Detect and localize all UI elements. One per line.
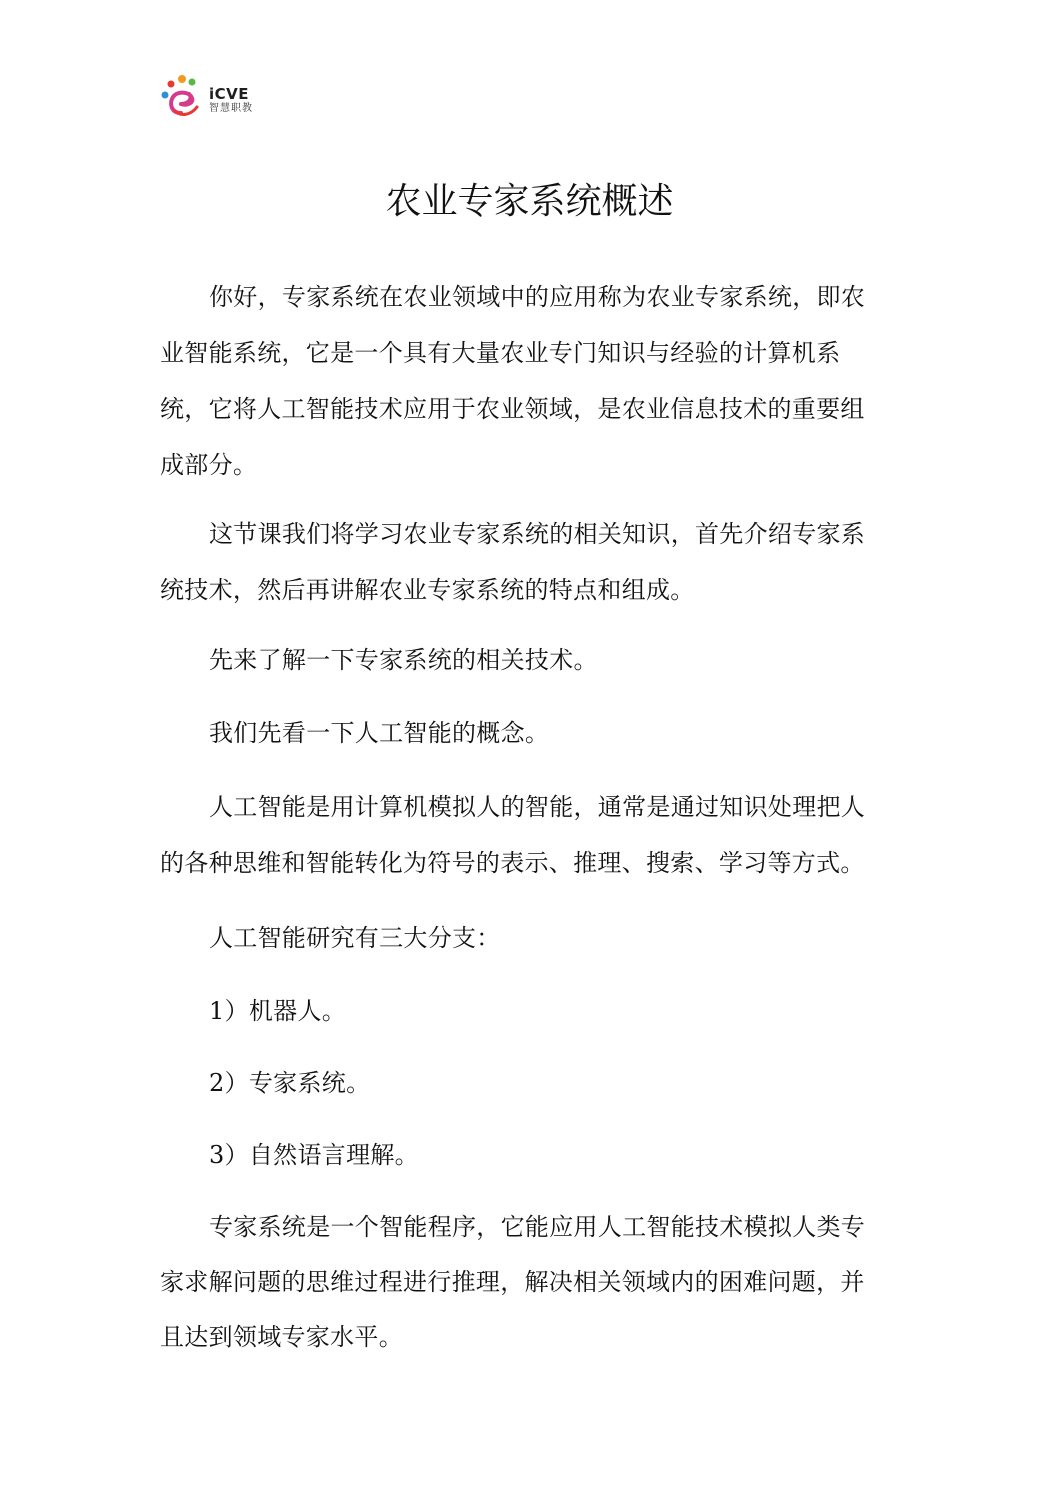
list-item-robots: 1）机器人。 (209, 997, 347, 1025)
paragraph-ai-definition: 人工智能是用计算机模拟人的智能，通常是通过知识处理把人的各种思维和智能转化为符号的表示、推理、搜索、学习等方式。 (160, 793, 866, 877)
logo-brand-cn: 智慧职教 (209, 103, 253, 114)
paragraph-lesson-plan: 这节课我们将学习农业专家系统的相关知识，首先介绍专家系统技术，然后再讲解农业专家系统的特点和组成。 (160, 520, 866, 604)
document-title: 农业专家系统概述 (385, 181, 674, 222)
list-item-expert-systems: 2）专家系统。 (209, 1069, 371, 1097)
icve-logo-icon (159, 73, 211, 119)
paragraph-intro: 你好，专家系统在农业领域中的应用称为农业专家系统，即农业智能系统，它是一个具有大量农业专门知识与经验的计算机系统，它将人工智能技术应用于农业领域，是农业信息技术的重要组成部分。 (160, 283, 866, 479)
paragraph-related-tech: 先来了解一下专家系统的相关技术。 (209, 646, 598, 674)
paragraph-ai-branches: 人工智能研究有三大分支： (209, 924, 501, 952)
logo-brand-en: iCVE (209, 85, 250, 103)
paragraph-ai-concept-intro: 我们先看一下人工智能的概念。 (209, 719, 550, 747)
paragraph-expert-system-definition: 专家系统是一个智能程序，它能应用人工智能技术模拟人类专家求解问题的思维过程进行推理，解决相关领域内的困难问题，并且达到领域专家水平。 (160, 1213, 866, 1351)
list-item-nlu: 3）自然语言理解。 (209, 1141, 419, 1169)
